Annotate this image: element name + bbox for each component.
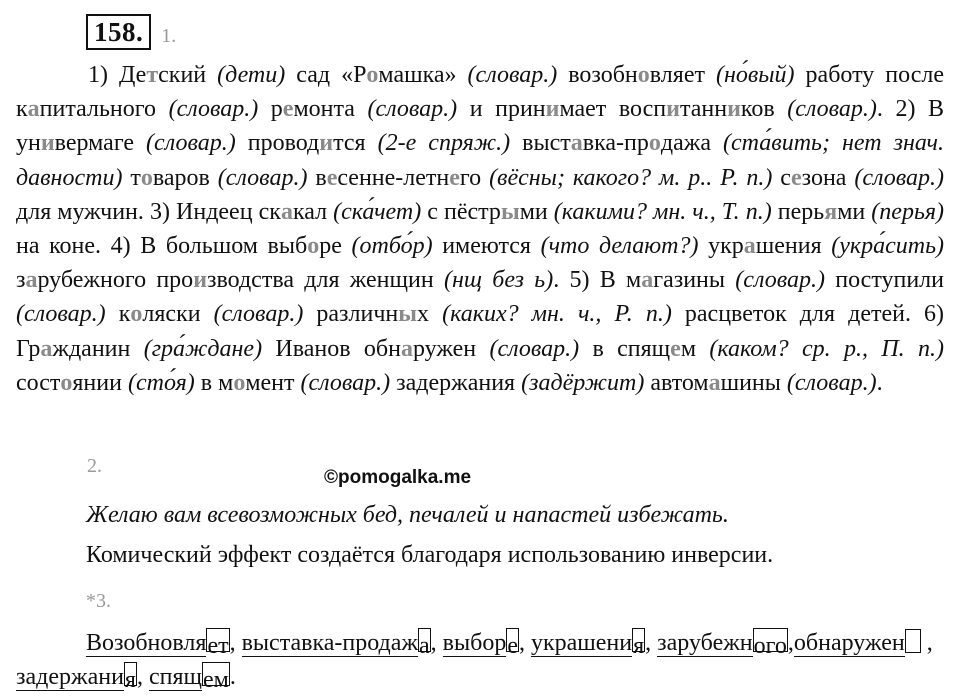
highlighted-letter: е (282, 96, 294, 123)
separator: , (645, 630, 658, 656)
word-ending: ого (753, 628, 788, 652)
text-segment: тся (333, 130, 378, 157)
highlighted-letter: а (743, 233, 756, 260)
text-segment: т (122, 164, 141, 191)
highlighted-letter: и (545, 96, 560, 123)
explanation-note: (нщ без ь) (443, 267, 554, 294)
text-segment: сад «Р (285, 62, 367, 88)
highlighted-letter: т (146, 62, 159, 88)
separator: , (136, 664, 149, 690)
explanation-note: (словар.) (146, 130, 236, 157)
highlighted-letter: о (60, 369, 73, 396)
exercise-number: 158. (86, 14, 151, 50)
morphemic-analysis (16, 626, 944, 694)
word-stem: выставка-продаж (241, 630, 418, 656)
text-segment: в спящ (579, 335, 671, 362)
highlighted-letter: о (648, 130, 661, 157)
analyzed-word (86, 630, 206, 657)
highlighted-letter: е (326, 164, 338, 191)
highlighted-letter: а (641, 267, 654, 294)
analyzed-word (531, 630, 632, 657)
explanation-note: (словар.) (786, 369, 877, 396)
text-segment: в м (194, 369, 234, 396)
text-segment: го (459, 164, 490, 191)
highlighted-letter: а (280, 198, 293, 225)
text-segment: и прин (457, 96, 546, 123)
explanation-note: (словар.) (489, 335, 580, 362)
text-segment: работу после к (16, 62, 945, 123)
proverb-line: Желаю вам всевозможных бед, печалей и напастей избежать. (86, 502, 729, 528)
text-segment: Иванов обн (262, 335, 401, 362)
analyzed-word (242, 630, 418, 657)
separator: , (518, 630, 531, 656)
text-segment: 1) Де (88, 62, 147, 88)
text-segment: сенне-летн (337, 164, 450, 191)
highlighted-letter: я (824, 198, 838, 225)
word-stem: Возобновля (86, 630, 207, 656)
explanation-note: (словар.) (467, 62, 558, 88)
explanation-note: (гра́ждане) (143, 335, 263, 362)
word-ending: ем (202, 662, 230, 686)
text-segment: шения (755, 233, 832, 260)
text-segment: ре (319, 233, 352, 260)
highlighted-letter: ы (500, 198, 520, 225)
watermark: ©pomogalka.me (324, 467, 472, 488)
highlighted-letter: е (790, 164, 802, 191)
text-segment: . 5) В м (553, 267, 642, 294)
text-segment: мает восп (559, 96, 667, 123)
explanation-note: (что делают?) (540, 233, 699, 260)
highlighted-letter: о (307, 233, 320, 260)
analyzed-word (16, 664, 124, 691)
text-segment: зводства для женщин (207, 267, 444, 294)
explanation-note: (словар.) (787, 96, 877, 123)
text-segment: зона (801, 164, 855, 191)
text-segment: в (307, 164, 327, 191)
explanation-note: (сто́я) (127, 369, 195, 396)
highlighted-letter: е (449, 164, 460, 191)
text-segment: ков (740, 96, 788, 123)
highlighted-letter: о (637, 62, 650, 88)
word-ending: ет (206, 628, 229, 652)
text-segment: шины (720, 369, 787, 396)
exercise-header (86, 14, 176, 50)
highlighted-letter: и (666, 96, 680, 123)
text-segment: вермаге (54, 130, 147, 157)
word-stem: украшени (530, 630, 633, 656)
explanation-note: (но́вый) (715, 62, 795, 88)
word-ending: я (124, 662, 137, 686)
text-segment: провод (235, 130, 320, 157)
word-ending: я (632, 628, 645, 652)
explanation-note: (задёржит) (521, 369, 645, 396)
explanation-note: (перья) (871, 198, 945, 225)
highlighted-letter: и (40, 130, 55, 157)
word-ending: е (506, 628, 519, 652)
text-segment: вляет (649, 62, 716, 88)
text-segment: варов (152, 164, 218, 191)
text-segment: укр (698, 233, 744, 260)
text-segment: ружен (413, 335, 490, 362)
explanation-note: (словар.) (367, 96, 458, 123)
section-1-number: 1. (161, 25, 177, 47)
text-segment: мент (245, 369, 301, 396)
text-segment: перь (771, 198, 825, 225)
word-stem: зарубежн (657, 630, 753, 656)
text-segment: жданин (52, 335, 144, 362)
highlighted-letter: а (27, 96, 40, 123)
explanation-note: (словар.) (16, 301, 106, 328)
word-stem: обнаружен (793, 630, 905, 656)
explanation-note: (словар.) (854, 164, 945, 191)
word-stem: спящ (148, 664, 202, 690)
text-segment: выст (510, 130, 571, 157)
text-segment: возобн (557, 62, 638, 88)
highlighted-letter: е (670, 335, 681, 362)
explanation-note: (каком? ср. р., П. п.) (709, 335, 945, 362)
text-segment: вка-пр (582, 130, 649, 157)
highlighted-letter: ы (398, 301, 418, 328)
explanation-note: (словар.) (217, 164, 308, 191)
text-segment: на коне. 4) В большом выб (16, 233, 308, 260)
highlighted-letter: а (708, 369, 721, 396)
text-segment: имеются (432, 233, 541, 260)
highlighted-letter: и (319, 130, 334, 157)
section-2-number: 2. (87, 455, 102, 477)
separator: , (787, 630, 794, 656)
text-segment: з (16, 267, 26, 294)
text-segment: ляски (142, 301, 214, 328)
highlighted-letter: и (193, 267, 208, 294)
separator: . (229, 664, 236, 690)
text-segment: ский (158, 62, 218, 88)
text-segment: расцветок для детей. 6) Гр (16, 301, 945, 362)
text-segment: монта (293, 96, 368, 123)
text-segment: ми (519, 198, 554, 225)
explanation-note: (2-е спряж.) (377, 130, 511, 157)
explanation-note: (словар.) (300, 369, 391, 396)
text-segment: машка» (378, 62, 468, 88)
text-segment: с пёстр (421, 198, 501, 225)
text-segment: . (876, 369, 883, 396)
text-segment: для мужчин. 3) Индеец ск (16, 198, 281, 225)
explanation-note: (каких? мн. ч., Р. п.) (442, 301, 672, 328)
text-segment: кал (292, 198, 334, 225)
word-ending (905, 629, 921, 653)
explanation-note: (какими? мн. ч., Т. п.) (553, 198, 772, 225)
explanation-note: (дети) (217, 62, 286, 88)
text-segment: различн (303, 301, 399, 328)
analyzed-word (794, 630, 905, 657)
separator: , (430, 630, 443, 656)
comment-line: Комический эффект создаётся благодаря использованию инверсии. (86, 542, 774, 568)
highlighted-letter: а (25, 267, 38, 294)
word-stem: выбор (442, 630, 507, 656)
explanation-note: (словар.) (735, 267, 825, 294)
text-segment: х (417, 301, 443, 328)
explanation-note: (укра́сить) (831, 233, 945, 260)
analyzed-word (149, 664, 202, 691)
section-1-text (16, 58, 944, 400)
explanation-note: (словар.) (168, 96, 259, 123)
text-segment: дажа (660, 130, 724, 157)
text-segment: сост (16, 369, 61, 396)
word-stem: задержани (16, 664, 124, 690)
analyzed-word (443, 630, 507, 657)
highlighted-letter: о (140, 164, 153, 191)
section-3-number: *3. (86, 590, 111, 612)
highlighted-letter: и (727, 96, 741, 123)
explanation-note: (ска́чет) (333, 198, 422, 225)
text-segment: с (772, 164, 791, 191)
analyzed-word (657, 630, 752, 657)
highlighted-letter: а (570, 130, 583, 157)
text-segment: рубежного про (37, 267, 194, 294)
word-ending: а (418, 628, 431, 652)
highlighted-letter: о (233, 369, 246, 396)
text-segment: поступили (824, 267, 944, 294)
text-segment: м (680, 335, 710, 362)
highlighted-letter: а (40, 335, 53, 362)
text-segment: к (105, 301, 131, 328)
explanation-note: (отбо́р) (351, 233, 433, 260)
highlighted-letter: о (366, 62, 379, 88)
highlighted-letter: а (401, 335, 413, 362)
text-segment: питального (39, 96, 169, 123)
explanation-note: (словар.) (213, 301, 304, 328)
explanation-note: (вёсны; какого? м. р.. Р. п.) (489, 164, 773, 191)
text-segment: задержания (390, 369, 522, 396)
text-segment: автом (644, 369, 709, 396)
text-segment: янии (72, 369, 128, 396)
separator: , (229, 630, 242, 656)
highlighted-letter: о (130, 301, 143, 328)
text-segment: р (258, 96, 283, 123)
separator: , (920, 630, 933, 656)
text-segment: танн (679, 96, 728, 123)
text-segment: ми (837, 198, 872, 225)
explanation-note: (ста́вить; нет знач. давности) (16, 130, 944, 191)
text-segment: . 2) В ун (16, 96, 945, 157)
text-segment: газины (653, 267, 736, 294)
